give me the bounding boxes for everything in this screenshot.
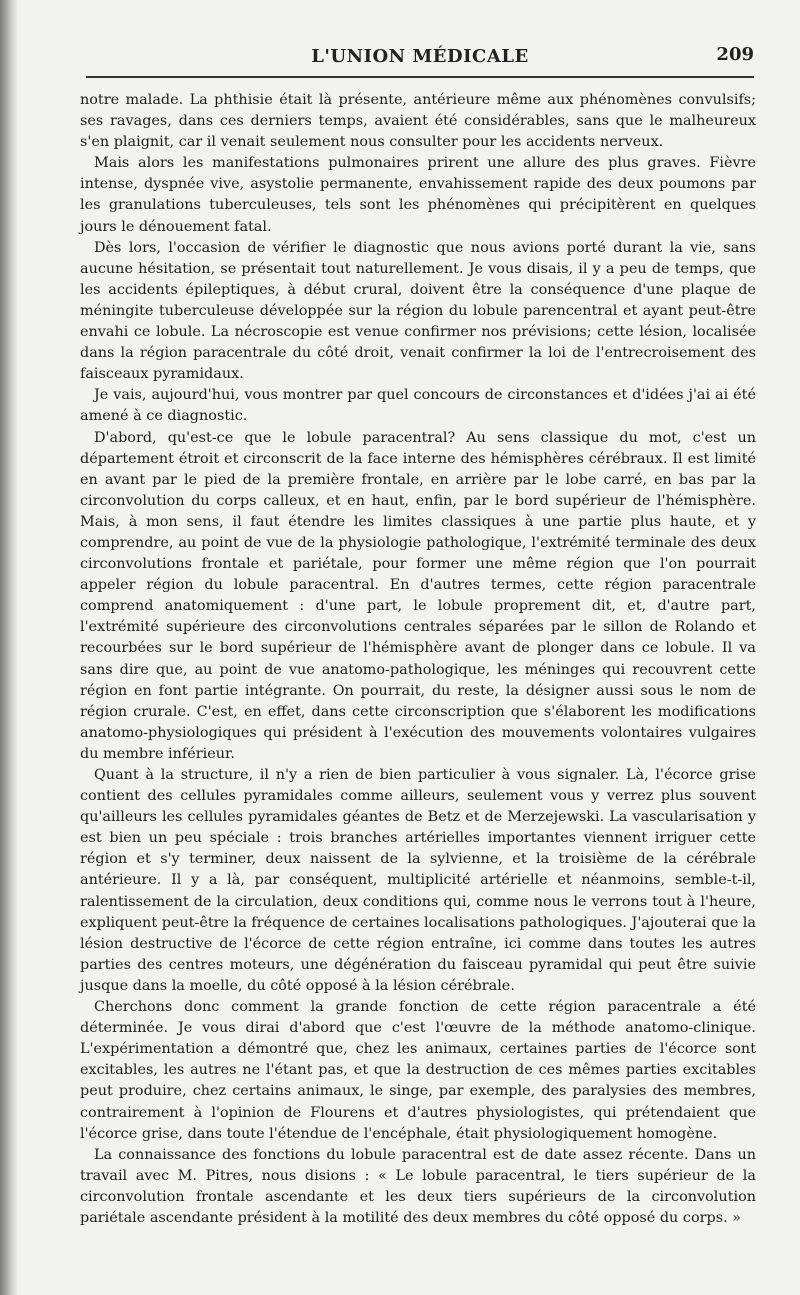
page-binding-edge xyxy=(0,0,18,1295)
running-title: L'UNION MÉDICALE xyxy=(311,46,529,67)
paragraph: La connaissance des fonctions du lobule paracentral est de date assez récente. Dans un travail avec M. Pitres, nous disions : « Le lobule paracentral, le tiers supérieur de la circonvolution frontale ascendante et les deux tiers supérieurs de la circonvolution pariétale ascendante président à la motilité des deux membres du côté opposé du corps. » xyxy=(80,1146,756,1226)
body-text xyxy=(80,90,756,1229)
paragraph: Mais alors les manifestations pulmonaires prirent une allure des plus graves. Fièvre intense, dyspnée vive, asystolie permanente, envahissement rapide des deux poumons par les granulations tuberculeuses, tels sont les phénomènes qui précipitèrent en quelques jours le dénouement fatal. xyxy=(80,155,756,235)
page-header xyxy=(86,42,754,74)
paragraph: notre malade. La phthisie était là présente, antérieure même aux phénomènes convulsifs; ses ravages, dans ces derniers temps, avaient été considérables, sans que le malheureux s'en plaignit, car il venait seulement nous consulter pour les accidents nerveux. xyxy=(80,92,756,151)
paragraph: Quant à la structure, il n'y a rien de bien particulier à vous signaler. Là, l'écorce grise contient des cellules pyramidales comme ailleurs, seulement vous y verrez plus souvent qu'ailleurs les cellules pyramidales géantes de Betz et de Merzejewski. La vascularisation y est bien un peu spéciale : trois branches artérielles importantes viennent irriguer cette région et s'y terminer, deux naissent de la sylvienne, et la troisième de la cérébrale antérieure. Il y a là, par conséquent, multiplicité artérielle et néanmoins, semble-t-il, ralentissement de la circulation, deux conditions qui, comme nous le verrons tout à l'heure, expliquent peut-être la fréquence de certaines localisations pathologiques. J'ajouterai que la lésion destructive de l'écorce de cette région entraîne, ici comme dans toutes les autres parties des centres moteurs, une dégénération du faisceau pyramidal qui peut être suivie jusque dans la moelle, du côté opposé à la lésion cérébrale. xyxy=(80,767,756,994)
paragraph: Je vais, aujourd'hui, vous montrer par quel concours de circonstances et d'idées j'ai ai été amené à ce diagnostic. xyxy=(80,387,756,425)
paragraph: Cherchons donc comment la grande fonction de cette région paracentrale a été déterminée. Je vous dirai d'abord que c'est l'œuvre de la méthode anatomo-clinique. L'expérimentation a démontré que, chez les animaux, certaines parties de l'écorce sont excitables, les autres ne l'étant pas, et que la destruction de ces mêmes parties excitables peut produire, chez certains animaux, le singe, par exemple, des paralysies des membres, contrairement à l'opinion de Flourens et d'autres physiologistes, qui prétendaient que l'écorce grise, dans toute l'étendue de l'encéphale, était physiologiquement homogène. xyxy=(80,999,756,1142)
page-number: 209 xyxy=(716,44,754,65)
paragraph: Dès lors, l'occasion de vérifier le diagnostic que nous avions porté durant la vie, sans aucune hésitation, se présentait tout naturellement. Je vous disais, il y a peu de temps, que les accidents épileptiques, à début crural, doivent être la conséquence d'une plaque de méningite tuberculeuse développée sur la région du lobule parencentral et ayant peut-être envahi ce lobule. La nécroscopie est venue confirmer nos prévisions; cette lésion, localisée dans la région paracentrale du côté droit, venait confirmer la loi de l'entrecroisement des faisceaux pyramidaux. xyxy=(80,239,756,383)
paragraph: D'abord, qu'est-ce que le lobule paracentral? Au sens classique du mot, c'est un département étroit et circonscrit de la face interne des hémisphères cérébraux. Il est limité en avant par le pied de la première frontale, en arrière par le lobe carré, en bas par la circonvolution du corps calleux, et en haut, enfin, par le bord supérieur de l'hémisphère. Mais, à mon sens, il faut étendre les limites classiques à une partie plus haute, et y comprendre, au point de vue de la physiologie pathologique, l'extrémité terminale des deux circonvolutions frontale et pariétale, pour former une même région que l'on pourrait appeler région du lobule paracentral. En d'autres termes, cette région paracentrale comprend anatomiquement : d'une part, le lobule proprement dit, et, d'autre part, l'extrémité supérieure des circonvolutions centrales séparées par le sillon de Rolando et recourbées sur le bord supérieur de l'hémisphère avant de plonger dans ce lobule. Il va sans dire que, au point de vue anatomo-pathologique, les méninges qui recouvrent cette région en font partie intégrante. On pourrait, du reste, la désigner aussi sous le nom de région crurale. C'est, en effet, dans cette circonscription que s'élaborent les modifications anatomo-physiologiques qui président à l'exécution des mouvements volontaires vulgaires du membre inférieur. xyxy=(80,429,756,762)
header-rule xyxy=(86,76,754,78)
